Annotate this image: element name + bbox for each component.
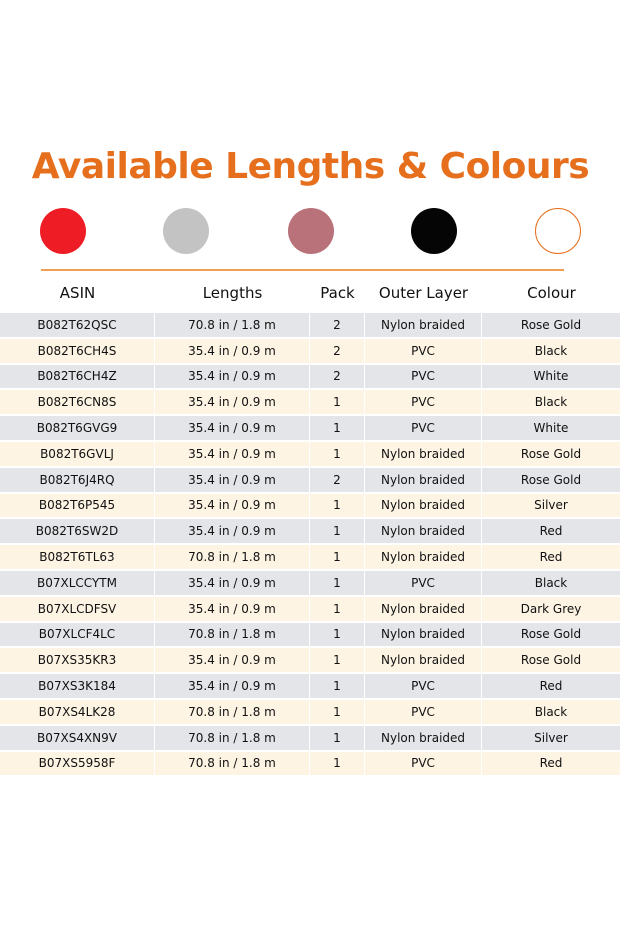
cell-asin: B082T62QSC xyxy=(0,313,155,337)
header-outer-layer: Outer Layer xyxy=(378,284,469,302)
cell-outer-layer: Nylon braided xyxy=(365,494,482,518)
cell-length: 35.4 in / 0.9 m xyxy=(155,365,310,389)
table-row xyxy=(0,673,621,699)
cell-pack: 2 xyxy=(310,468,365,492)
cell-length: 70.8 in / 1.8 m xyxy=(155,752,310,776)
cell-asin: B07XS4LK28 xyxy=(0,700,155,724)
cell-length: 35.4 in / 0.9 m xyxy=(155,571,310,595)
cell-colour: Red xyxy=(482,545,621,569)
cell-pack: 2 xyxy=(310,339,365,363)
cell-outer-layer: PVC xyxy=(365,571,482,595)
cell-length: 35.4 in / 0.9 m xyxy=(155,648,310,672)
cell-length: 35.4 in / 0.9 m xyxy=(155,390,310,414)
cell-pack: 1 xyxy=(310,494,365,518)
cell-asin: B082T6J4RQ xyxy=(0,468,155,492)
cell-pack: 1 xyxy=(310,545,365,569)
header-lengths: Lengths xyxy=(202,284,263,302)
cell-pack: 1 xyxy=(310,623,365,647)
cell-asin: B082T6GVLJ xyxy=(0,442,155,466)
cell-pack: 1 xyxy=(310,442,365,466)
cell-outer-layer: Nylon braided xyxy=(365,468,482,492)
cell-colour: Silver xyxy=(482,494,621,518)
cell-colour: White xyxy=(482,365,621,389)
cell-length: 35.4 in / 0.9 m xyxy=(155,494,310,518)
cell-length: 70.8 in / 1.8 m xyxy=(155,726,310,750)
swatch-black xyxy=(411,208,457,254)
cell-pack: 1 xyxy=(310,416,365,440)
cell-outer-layer: PVC xyxy=(365,700,482,724)
cell-outer-layer: PVC xyxy=(365,674,482,698)
cell-length: 35.4 in / 0.9 m xyxy=(155,442,310,466)
cell-outer-layer: PVC xyxy=(365,365,482,389)
cell-asin: B082T6GVG9 xyxy=(0,416,155,440)
header-colour: Colour xyxy=(527,284,576,302)
cell-asin: B07XLCDFSV xyxy=(0,597,155,621)
cell-asin: B07XS3K184 xyxy=(0,674,155,698)
cell-length: 35.4 in / 0.9 m xyxy=(155,519,310,543)
cell-colour: Rose Gold xyxy=(482,623,621,647)
cell-length: 35.4 in / 0.9 m xyxy=(155,468,310,492)
cell-colour: Black xyxy=(482,339,621,363)
cell-outer-layer: Nylon braided xyxy=(365,545,482,569)
cell-length: 70.8 in / 1.8 m xyxy=(155,623,310,647)
cell-asin: B082T6TL63 xyxy=(0,545,155,569)
table-row xyxy=(0,467,621,493)
table-row xyxy=(0,544,621,570)
table-header xyxy=(0,281,621,307)
cell-pack: 1 xyxy=(310,519,365,543)
cell-asin: B07XS4XN9V xyxy=(0,726,155,750)
cell-outer-layer: Nylon braided xyxy=(365,519,482,543)
cell-colour: White xyxy=(482,416,621,440)
cell-length: 35.4 in / 0.9 m xyxy=(155,339,310,363)
cell-length: 70.8 in / 1.8 m xyxy=(155,313,310,337)
cell-outer-layer: Nylon braided xyxy=(365,623,482,647)
cell-pack: 1 xyxy=(310,597,365,621)
cell-colour: Black xyxy=(482,700,621,724)
cell-outer-layer: Nylon braided xyxy=(365,597,482,621)
cell-outer-layer: Nylon braided xyxy=(365,442,482,466)
cell-colour: Rose Gold xyxy=(482,442,621,466)
table-row xyxy=(0,596,621,622)
cell-length: 35.4 in / 0.9 m xyxy=(155,674,310,698)
cell-asin: B07XS5958F xyxy=(0,752,155,776)
cell-colour: Dark Grey xyxy=(482,597,621,621)
table-row xyxy=(0,751,621,777)
cell-outer-layer: PVC xyxy=(365,390,482,414)
cell-pack: 1 xyxy=(310,726,365,750)
cell-colour: Red xyxy=(482,752,621,776)
table-row xyxy=(0,364,621,390)
swatch-white xyxy=(535,208,581,254)
cell-colour: Black xyxy=(482,571,621,595)
cell-pack: 2 xyxy=(310,365,365,389)
table-row xyxy=(0,312,621,338)
cell-pack: 1 xyxy=(310,674,365,698)
cell-outer-layer: Nylon braided xyxy=(365,648,482,672)
cell-pack: 1 xyxy=(310,390,365,414)
cell-pack: 1 xyxy=(310,648,365,672)
table-row xyxy=(0,338,621,364)
cell-asin: B082T6CN8S xyxy=(0,390,155,414)
table-row xyxy=(0,699,621,725)
cell-colour: Red xyxy=(482,519,621,543)
cell-colour: Silver xyxy=(482,726,621,750)
cell-colour: Rose Gold xyxy=(482,648,621,672)
table-row xyxy=(0,389,621,415)
divider xyxy=(41,269,564,271)
cell-colour: Red xyxy=(482,674,621,698)
swatch-silver xyxy=(163,208,209,254)
cell-colour: Black xyxy=(482,390,621,414)
header-asin: ASIN xyxy=(59,284,96,302)
cell-asin: B07XS35KR3 xyxy=(0,648,155,672)
cell-colour: Rose Gold xyxy=(482,468,621,492)
cell-outer-layer: PVC xyxy=(365,752,482,776)
cell-asin: B082T6P545 xyxy=(0,494,155,518)
cell-asin: B082T6SW2D xyxy=(0,519,155,543)
cell-outer-layer: Nylon braided xyxy=(365,726,482,750)
cell-asin: B082T6CH4Z xyxy=(0,365,155,389)
cell-outer-layer: PVC xyxy=(365,416,482,440)
cell-asin: B082T6CH4S xyxy=(0,339,155,363)
cell-colour: Rose Gold xyxy=(482,313,621,337)
table-row xyxy=(0,647,621,673)
cell-outer-layer: Nylon braided xyxy=(365,313,482,337)
table-row xyxy=(0,622,621,648)
cell-length: 35.4 in / 0.9 m xyxy=(155,416,310,440)
cell-length: 70.8 in / 1.8 m xyxy=(155,545,310,569)
table-row xyxy=(0,518,621,544)
cell-length: 70.8 in / 1.8 m xyxy=(155,700,310,724)
page-title: Available Lengths & Colours xyxy=(31,146,590,187)
cell-pack: 1 xyxy=(310,700,365,724)
cell-pack: 2 xyxy=(310,313,365,337)
cell-pack: 1 xyxy=(310,571,365,595)
cell-pack: 1 xyxy=(310,752,365,776)
cell-asin: B07XLCF4LC xyxy=(0,623,155,647)
table-row xyxy=(0,570,621,596)
table-row xyxy=(0,725,621,751)
cell-outer-layer: PVC xyxy=(365,339,482,363)
cell-length: 35.4 in / 0.9 m xyxy=(155,597,310,621)
swatch-rose-gold xyxy=(288,208,334,254)
table-row xyxy=(0,493,621,519)
swatch-red xyxy=(40,208,86,254)
table-row xyxy=(0,441,621,467)
product-table xyxy=(0,312,621,776)
header-pack: Pack xyxy=(320,284,355,302)
cell-asin: B07XLCCYTM xyxy=(0,571,155,595)
table-row xyxy=(0,415,621,441)
